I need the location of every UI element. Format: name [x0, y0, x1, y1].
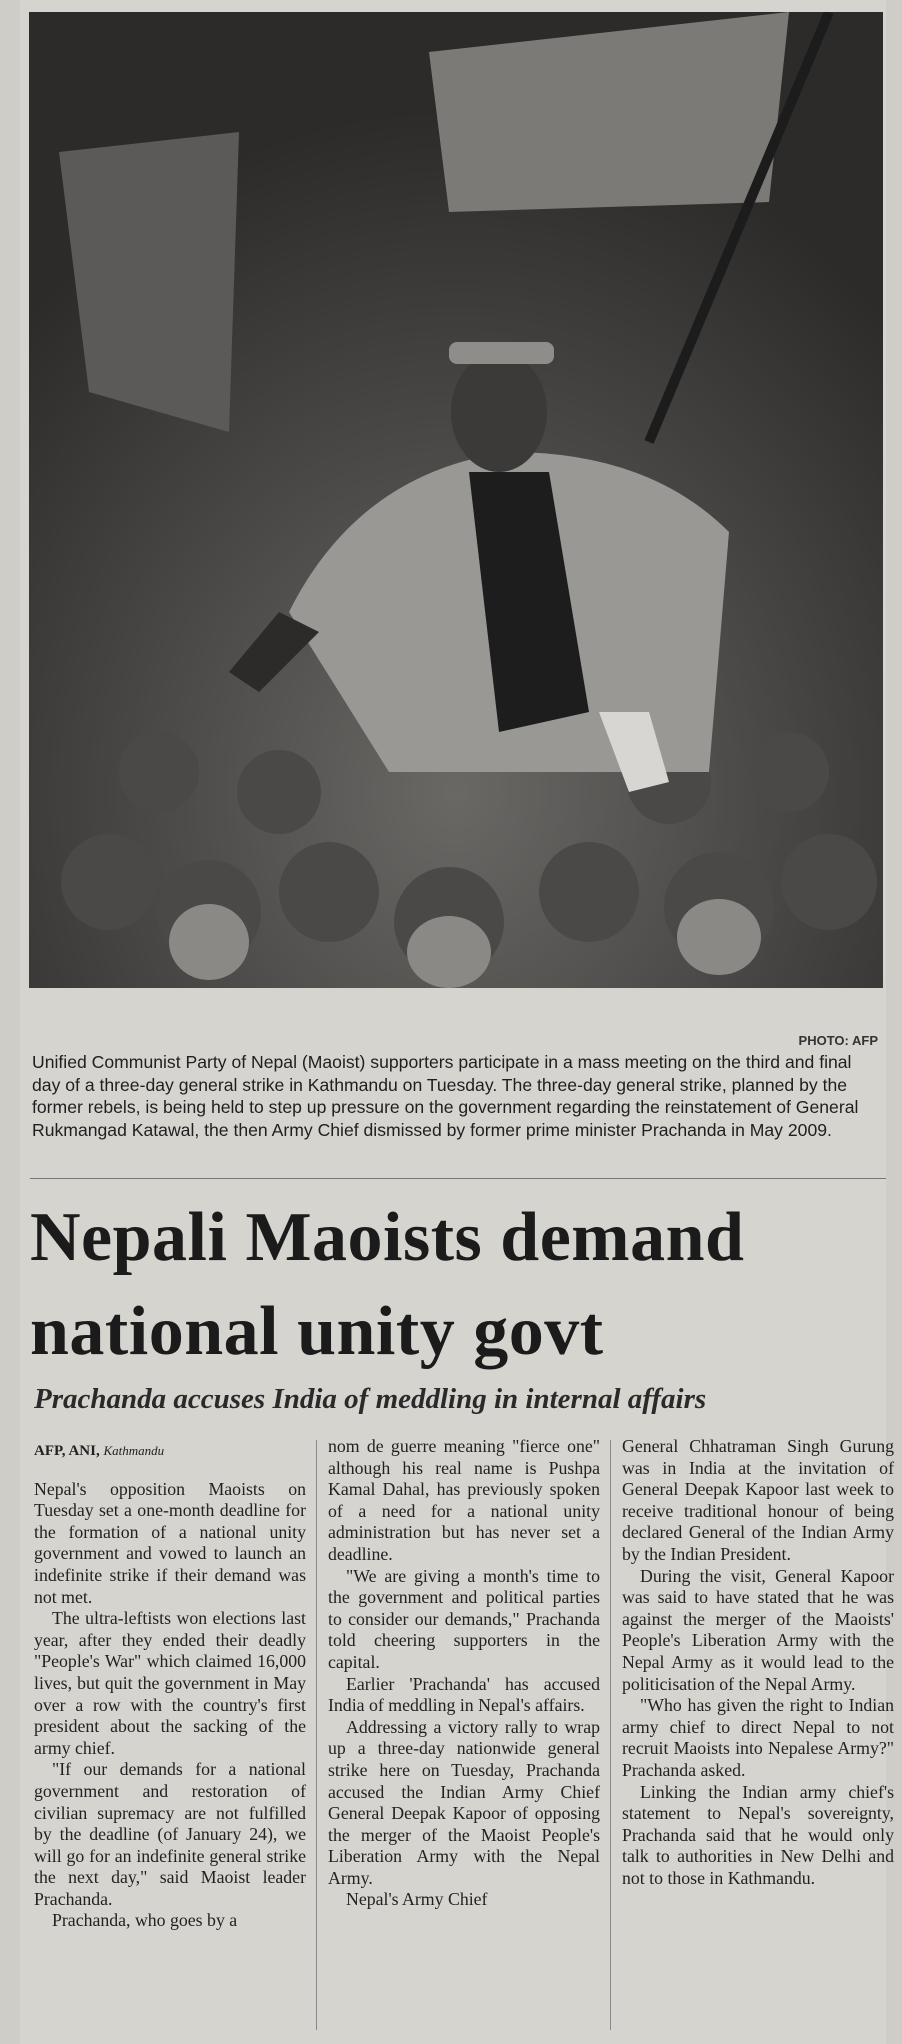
byline	[34, 1440, 306, 1463]
subheadline: Prachanda accuses India of meddling in internal affairs	[34, 1383, 707, 1415]
paragraph: General Chhatraman Singh Gurung was in India at the invitation of General Deepak Kapoor last week to receive traditional honour of being declared General of the Indian Army by the Indian President.	[622, 1436, 894, 1564]
paragraph: Addressing a victory rally to wrap up a three-day nationwide general strike here on Tuesday, Prachanda accused the Indian Army Chief General Deepak Kapoor of opposing the merger of the Maoist People's Liberation Army with the Nepal Army.	[328, 1716, 600, 1888]
photo-illustration	[29, 12, 883, 988]
news-photo	[29, 12, 883, 988]
headline: Nepali Maoists demand national unity govt	[30, 1199, 745, 1370]
column-divider	[316, 1440, 317, 2030]
photo-caption: Unified Communist Party of Nepal (Maoist) supporters participate in a mass meeting on the third and final day of a three-day general strike in Kathmandu on Tuesday. The three-day general strike, planned by the former rebels, is being held to step up pressure on the government regarding the reinstatement of General Rukmangad Katawal, the then Army Chief dismissed by former prime minister Prachanda in May 2009.	[32, 1052, 859, 1140]
article-column-1	[34, 1440, 306, 1932]
paragraph: Earlier 'Prachanda' has accused India of meddling in Nepal's affairs.	[328, 1673, 600, 1716]
paragraph: Nepal's Army Chief	[346, 1889, 488, 1910]
paragraph: "We are giving a month's time to the government and political parties to consider our demands," Prachanda told cheering supporters in the capital.	[328, 1565, 600, 1672]
paragraph: The ultra-leftists won elections last year, after they ended their deadly "People's War" which claimed 16,000 lives, but quit the government in May over a row with the country's first president about the sacking of the army chief.	[34, 1608, 306, 1758]
paragraph: nom de guerre meaning "fierce one" although his real name is Pushpa Kamal Dahal, has previously spoken of a need for a national unity administration but has never set a deadline.	[328, 1436, 600, 1564]
paragraph: "Who has given the right to Indian army chief to direct Nepal to not recruit Maoists into Nepalese Army?" Prachanda asked.	[622, 1695, 894, 1780]
byline-agencies: AFP, ANI,	[34, 1443, 100, 1459]
photo-credit: PHOTO: AFP	[798, 1033, 878, 1048]
paragraph: Nepal's opposition Maoists on Tuesday set a one-month deadline for the formation of a national unity government and vowed to launch an indefinite strike if their demand was not met.	[34, 1478, 306, 1607]
column-divider	[610, 1440, 611, 2030]
paragraph: During the visit, General Kapoor was said to have stated that he was against the merger of the Maoists' People's Liberation Army with the Nepal Army as it would lead to the politicisation of the Nepal Army.	[622, 1565, 894, 1694]
paragraph: Linking the Indian army chief's statement to Nepal's sovereignty, Prachanda said that he would only talk to authorities in New Delhi and not to those in Kathmandu.	[622, 1781, 894, 1888]
article-column-2	[328, 1436, 600, 1911]
paragraph: "If our demands for a national government and restoration of civilian supremacy are not fulfilled by the deadline (of January 24), we will go for an indefinite general strike the next day," said Maoist leader Prachanda.	[34, 1759, 306, 1909]
divider	[30, 1178, 886, 1179]
article-column-3	[622, 1436, 894, 1889]
byline-location: Kathmandu	[103, 1443, 165, 1458]
paragraph: Prachanda, who goes by a	[52, 1910, 238, 1931]
